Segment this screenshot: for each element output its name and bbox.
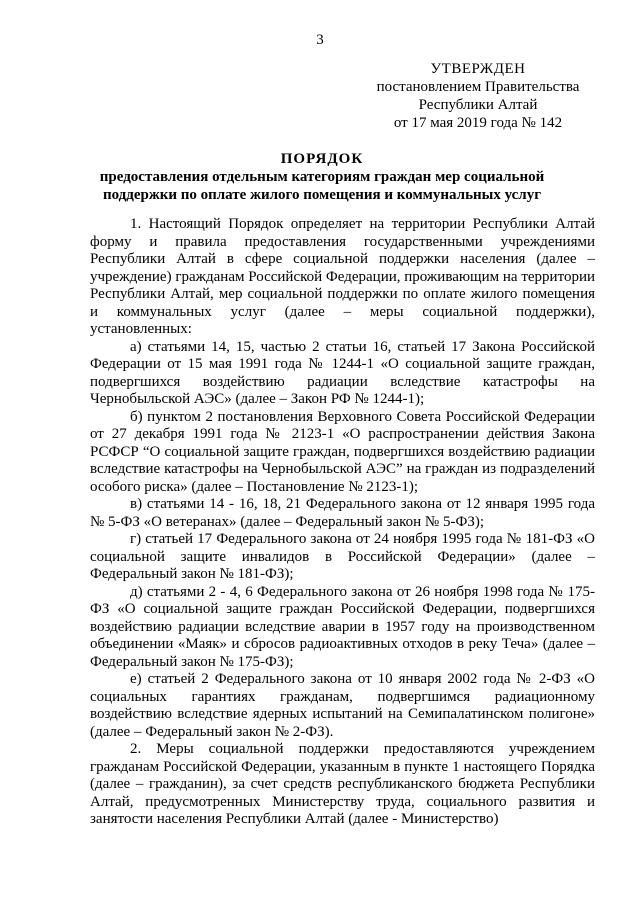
title-subtitle: предоставления отдельным категориям граждан мер социальной поддержки по оплате жилого помещения и коммунальных услуг bbox=[99, 169, 545, 203]
document-body bbox=[90, 216, 595, 829]
paragraph-2: 2. Меры социальной поддержки предоставляются учреждением гражданам Российской Федерации, указанным в пункте 1 настоящего Порядка (далее – гражданин), за счет средств республиканского бюджета Республики Алтай, предусмотренных Министерству труда, социального развития и занятости населения Республики Алтай (далее - Министерство) bbox=[90, 741, 595, 827]
approval-line-1: постановлением Правительства bbox=[376, 79, 580, 95]
paragraph-1: 1. Настоящий Порядок определяет на территории Республики Алтай форму и правила предоставления государственными учреждениями Республики Алтай в сфере социальной поддержки населения (далее – учреждение) гражданам Российской Федерации, проживающим на территории Республики Алтай, мер социальной поддержки по оплате жилого помещения и коммунальных услуг (далее – меры социальной поддержки), установленных: bbox=[90, 216, 595, 337]
paragraph-v: в) статьями 14 - 16, 18, 21 Федерального закона от 12 января 1995 года № 5-ФЗ «О ветеранах» (далее – Федеральный закон № 5-ФЗ); bbox=[90, 496, 595, 530]
document-title bbox=[92, 150, 552, 204]
approval-line-3: от 17 мая 2019 года № 142 bbox=[393, 115, 563, 131]
paragraph-b: б) пунктом 2 постановления Верховного Совета Российской Федерации от 27 декабря 1991 года № 2123-1 «О распространении действия Закона РСФСР “О социальной защите граждан, подвергшихся воздействию радиации вследствие катастрофы на Чернобыльской АЭС” на граждан из подразделений особого риска» (далее – Постановление № 2123-1); bbox=[90, 408, 595, 495]
paragraph-g: г) статьей 17 Федерального закона от 24 ноября 1995 года № 181-ФЗ «О социальной защите инвалидов в Российской Федерации» (далее – Федеральный закон № 181-ФЗ); bbox=[90, 531, 595, 582]
approval-line-2: Республики Алтай bbox=[418, 97, 538, 113]
paragraph-e: е) статьей 2 Федерального закона от 10 января 2002 года № 2-ФЗ «О социальных гарантиях гражданам, подвергшимся радиационному воздействию вследствие ядерных испытаний на Семипалатинском полигоне» (далее – Федеральный закон № 2-ФЗ). bbox=[90, 671, 595, 740]
approval-heading: УТВЕРЖДЕН bbox=[430, 61, 526, 77]
paragraph-a: а) статьями 14, 15, частью 2 статьи 16, статьей 17 Закона Российской Федерации от 15 мая 1991 года № 1244-1 «О социальной защите граждан, подвергшихся воздействию радиации вследствие катастрофы на Чернобыльской АЭС» (далее – Закон РФ № 1244-1); bbox=[90, 338, 595, 407]
page-number: 3 bbox=[316, 32, 324, 48]
approval-block bbox=[352, 60, 604, 132]
title-main: ПОРЯДОК bbox=[280, 151, 364, 167]
paragraph-d: д) статьями 2 - 4, 6 Федерального закона от 26 ноября 1998 года № 175-ФЗ «О социальной защите граждан Российской Федерации, подвергшихся воздействию радиации вследствие аварии в 1957 году на производственном объединении «Маяк» и сбросов радиоактивных отходов в реку Теча» (далее – Федеральный закон № 175-ФЗ); bbox=[90, 583, 595, 670]
